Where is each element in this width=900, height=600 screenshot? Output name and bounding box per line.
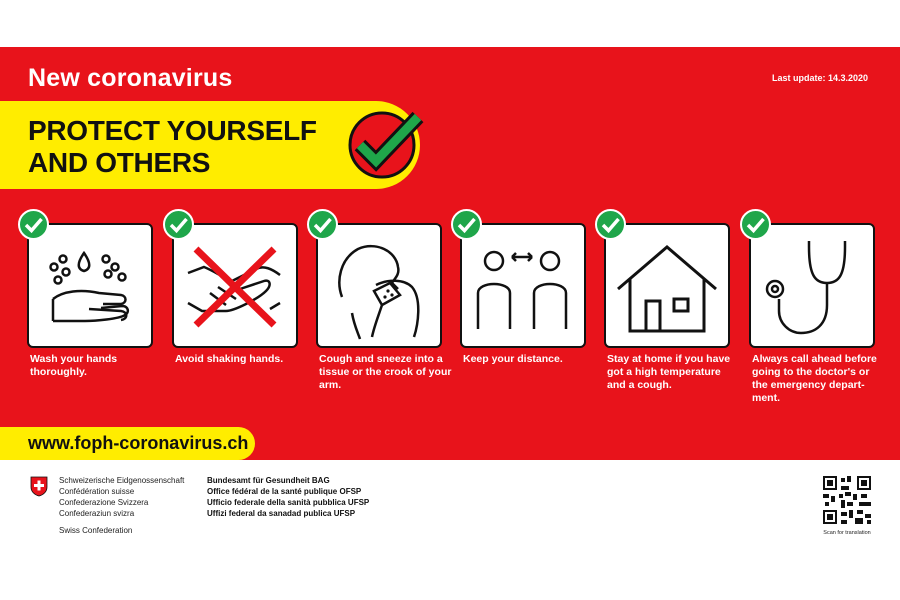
check-badge-icon — [18, 209, 49, 240]
keep-distance-icon — [462, 225, 584, 346]
qr-code-icon[interactable] — [823, 476, 871, 524]
measure-caption-6: Always call ahead before going to the doctor's or the emergency depart-ment. — [752, 353, 877, 404]
last-update: Last update: 14.3.2020 — [771, 73, 868, 83]
house-icon — [606, 225, 728, 346]
check-badge-icon — [163, 209, 194, 240]
measure-tile-wash-hands — [27, 223, 153, 348]
measure-caption-4: Keep your distance. — [463, 353, 563, 365]
measure-tile-cough — [316, 223, 442, 348]
measure-caption-5: Stay at home if you have got a high temperature and a cough. — [607, 353, 731, 391]
confederation-names: Schweizerische Eidgenossenschaft Confédération suisse Confederazione Svizzera Confederaziun svizra — [59, 476, 185, 518]
qr-code-label: Scan for translation — [823, 530, 871, 536]
hand-washing-icon — [29, 225, 151, 346]
measure-tile-distance — [460, 223, 586, 348]
federal-office-names: Bundesamt für Gesundheit BAG Office fédéral de la santé publique OFSP Ufficio federale della sanità pubblica UFSP Uffizi federal da sanadad publica UFSP — [207, 476, 370, 518]
stethoscope-icon — [751, 225, 873, 346]
swiss-confederation-label: Swiss Confederation — [59, 526, 133, 535]
check-badge-icon — [595, 209, 626, 240]
measure-caption-3: Cough and sneeze into a tissue or the crook of your arm. — [319, 353, 452, 391]
measure-caption-2: Avoid shaking hands. — [175, 353, 284, 365]
no-handshake-icon — [174, 225, 296, 346]
kicker-title: New coronavirus — [28, 64, 233, 92]
website-link[interactable]: www.foph-coronavirus.ch — [28, 433, 249, 453]
poster — [0, 47, 900, 460]
headline-line-1: PROTECT YOURSELF — [28, 115, 317, 146]
headline-line-2: AND OTHERS — [28, 147, 211, 178]
check-badge-icon — [307, 209, 338, 240]
swiss-coat-of-arms-icon — [30, 476, 48, 497]
footer — [0, 460, 900, 600]
measure-tile-call-doctor — [749, 223, 875, 348]
headline — [28, 115, 317, 179]
big-checkmark-icon — [342, 103, 430, 187]
check-badge-icon — [740, 209, 771, 240]
measure-tile-no-handshake — [172, 223, 298, 348]
cough-into-elbow-icon — [318, 225, 440, 346]
measure-caption-1: Wash your hands thoroughly. — [30, 353, 118, 378]
measure-tile-stay-home — [604, 223, 730, 348]
check-badge-icon — [451, 209, 482, 240]
website-banner — [0, 427, 255, 460]
